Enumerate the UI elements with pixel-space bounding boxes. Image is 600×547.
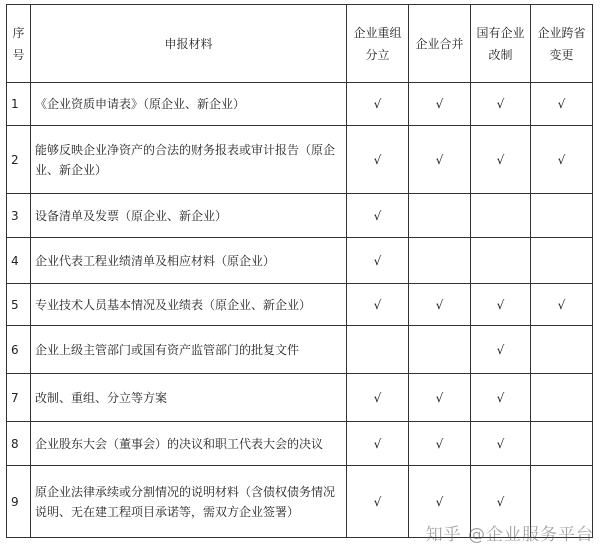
row-material: 设备清单及发票（原企业、新企业） [31,194,347,238]
row-no: 1 [7,83,31,126]
check-split: √ [347,284,409,326]
row-no: 5 [7,284,31,326]
check-soe-reform: √ [471,83,531,126]
table-row [7,194,593,238]
row-material: 《企业资质申请表》（原企业、新企业） [31,83,347,126]
check-split: √ [347,466,409,538]
row-no: 9 [7,466,31,538]
table-row [7,326,593,374]
row-no: 4 [7,238,31,284]
header-row [7,5,593,83]
watermark-text: 知乎 @企业服务平台 [425,525,594,545]
table-row [7,83,593,126]
check-cross-province [531,374,593,422]
check-cross-province [531,238,593,284]
check-soe-reform: √ [471,284,531,326]
check-cross-province: √ [531,83,593,126]
header-soe-reform: 国有企业改制 [471,5,531,83]
check-split: √ [347,83,409,126]
check-merge [409,326,471,374]
row-no: 7 [7,374,31,422]
header-material: 申报材料 [31,5,347,83]
check-merge [409,194,471,238]
check-soe-reform: √ [471,374,531,422]
row-material: 企业代表工程业绩清单及相应材料（原企业） [31,238,347,284]
table-row [7,422,593,466]
check-soe-reform: √ [471,422,531,466]
check-soe-reform: √ [471,466,531,538]
check-merge: √ [409,422,471,466]
check-merge: √ [409,466,471,538]
header-cross-province: 企业跨省变更 [531,5,593,83]
check-split [347,326,409,374]
check-merge [409,238,471,284]
check-merge: √ [409,83,471,126]
header-no: 序号 [7,5,31,83]
check-merge: √ [409,374,471,422]
table-row [7,284,593,326]
check-split: √ [347,194,409,238]
check-cross-province [531,326,593,374]
header-split: 企业重组分立 [347,5,409,83]
row-material: 企业股东大会（董事会）的决议和职工代表大会的决议 [31,422,347,466]
check-merge: √ [409,284,471,326]
row-material: 原企业法律承续或分割情况的说明材料（含债权债务情况说明、无在建工程项目承诺等，需双方企业签署） [31,466,347,538]
row-material: 专业技术人员基本情况及业绩表（原企业、新企业） [31,284,347,326]
row-material: 能够反映企业净资产的合法的财务报表或审计报告（原企业、新企业） [31,126,347,194]
row-no: 6 [7,326,31,374]
row-no: 3 [7,194,31,238]
check-split: √ [347,374,409,422]
row-no: 8 [7,422,31,466]
check-split: √ [347,238,409,284]
check-cross-province [531,422,593,466]
check-merge: √ [409,126,471,194]
application-materials-table [6,4,593,538]
table-row [7,374,593,422]
check-cross-province: √ [531,284,593,326]
row-no: 2 [7,126,31,194]
header-merge: 企业合并 [409,5,471,83]
table-row [7,238,593,284]
check-soe-reform: √ [471,326,531,374]
row-material: 企业上级主管部门或国有资产监管部门的批复文件 [31,326,347,374]
row-material: 改制、重组、分立等方案 [31,374,347,422]
check-cross-province: √ [531,126,593,194]
check-soe-reform [471,238,531,284]
check-soe-reform: √ [471,126,531,194]
table-row [7,126,593,194]
check-cross-province [531,194,593,238]
zhihu-watermark [426,520,594,545]
check-split: √ [347,126,409,194]
check-split: √ [347,422,409,466]
check-soe-reform [471,194,531,238]
